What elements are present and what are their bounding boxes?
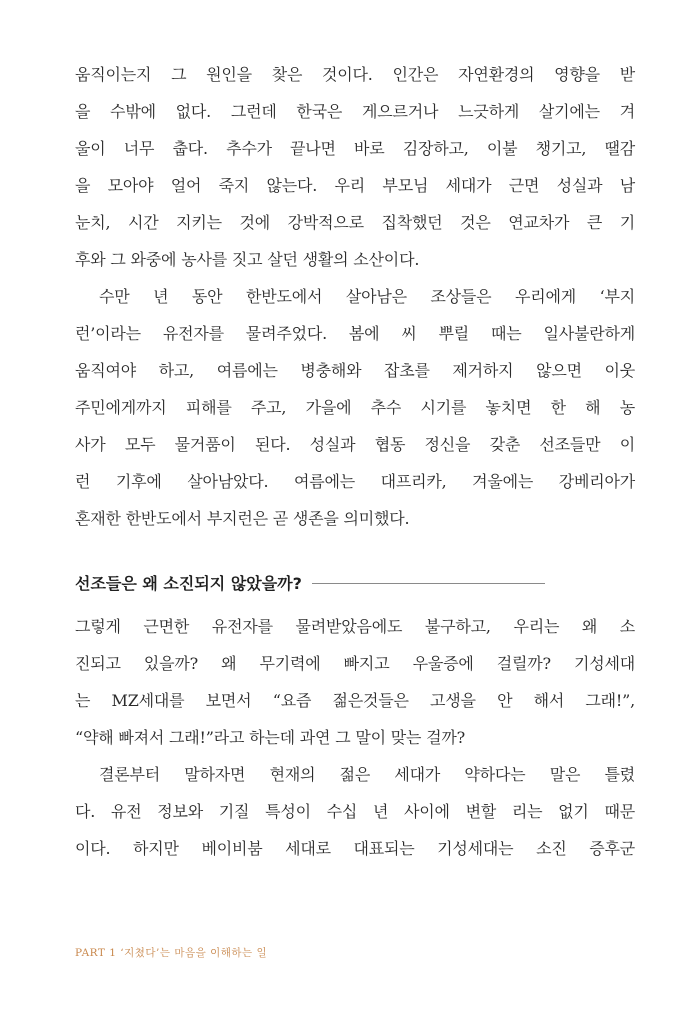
text-line: 울이 너무 춥다. 추수가 끝나면 바로 김장하고, 이불 챙기고, 땔감: [75, 139, 635, 158]
paragraph-1: [75, 56, 635, 278]
text-line: 진되고 있을까? 왜 무기력에 빠지고 우울증에 걸릴까? 기성세대: [75, 654, 635, 673]
paragraph-3: [75, 608, 635, 756]
section-heading-row: [75, 568, 545, 596]
running-footer: PART 1 ‘지쳤다’는 마음을 이해하는 일: [75, 947, 268, 959]
text-line: 수만 년 동안 한반도에서 살아남은 조상들은 우리에게 ‘부지: [99, 287, 635, 306]
text-line: 는 MZ세대를 보면서 “요즘 젊은것들은 고생을 안 해서 그래!”,: [75, 691, 635, 710]
text-line: 결론부터 말하자면 현재의 젊은 세대가 약하다는 말은 틀렸: [99, 765, 635, 784]
text-line: 움직이는지 그 원인을 찾은 것이다. 인간은 자연환경의 영향을 받: [75, 65, 635, 84]
text-line: 사가 모두 물거품이 된다. 성실과 협동 정신을 갖춘 선조들만 이: [75, 435, 635, 454]
section-heading: 선조들은 왜 소진되지 않았을까?: [75, 573, 302, 593]
paragraph-4: [75, 756, 635, 867]
text-line: 이다. 하지만 베이비붐 세대로 대표되는 기성세대는 소진 증후군: [75, 839, 635, 858]
text-line: 혼재한 한반도에서 부지런은 곧 생존을 의미했다.: [75, 509, 410, 528]
heading-rule: [312, 583, 545, 584]
text-line: 그렇게 근면한 유전자를 물려받았음에도 불구하고, 우리는 왜 소: [75, 617, 635, 636]
text-line: 눈치, 시간 지키는 것에 강박적으로 집착했던 것은 연교차가 큰 기: [75, 213, 635, 232]
text-line: 주민에게까지 피해를 주고, 가을에 추수 시기를 놓치면 한 해 농: [75, 398, 635, 417]
text-line: 후와 그 와중에 농사를 짓고 살던 생활의 소산이다.: [75, 250, 420, 269]
text-line: 움직여야 하고, 여름에는 병충해와 잡초를 제거하지 않으면 이웃: [75, 361, 635, 380]
text-line: 을 수밖에 없다. 그런데 한국은 게으르거나 느긋하게 살기에는 겨: [75, 102, 635, 121]
text-line: 런 기후에 살아남았다. 여름에는 대프리카, 겨울에는 강베리아가: [75, 472, 635, 491]
text-line: 런’이라는 유전자를 물려주었다. 봄에 씨 뿌릴 때는 일사불란하게: [75, 324, 635, 343]
text-line: 다. 유전 정보와 기질 특성이 수십 년 사이에 변할 리는 없기 때문: [75, 802, 635, 821]
text-line: 을 모아야 얼어 죽지 않는다. 우리 부모님 세대가 근면 성실과 남: [75, 176, 635, 195]
text-line: “약해 빠져서 그래!”라고 하는데 과연 그 말이 맞는 걸까?: [75, 728, 466, 747]
paragraph-2: [75, 278, 635, 537]
